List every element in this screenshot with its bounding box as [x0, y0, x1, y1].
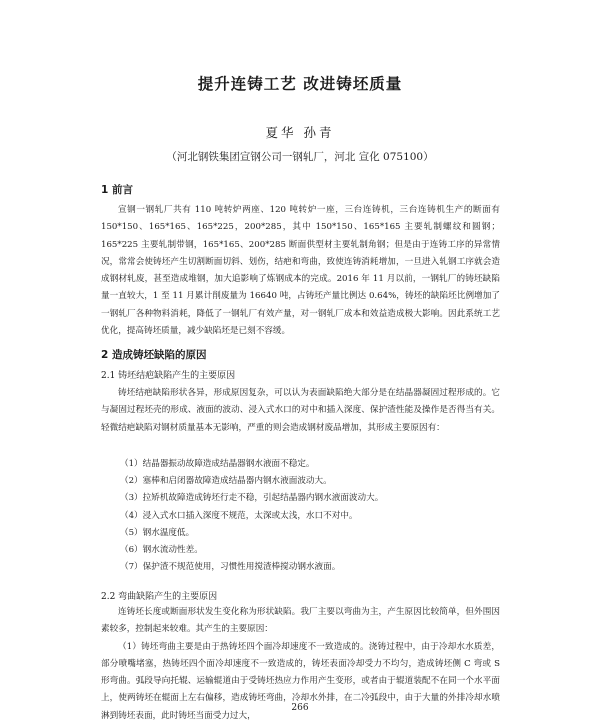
intro-text: 宣钢一钢轧厂共有 110 吨转炉两座、120 吨转炉一座，三台连铸机，三台连铸机生产的断面有 150*150、165*165、165*225，200*285，其中 150*150、165*165 主要轧制螺纹和圆钢；165*225 主要轧制带钢，165*165、200*285 断面供型材主要轧制角钢；但是由于连铸工序的异常情况，常常会使铸坯产生切割断面切斜、划伤，结疤和弯曲，致使连铸消耗增加，一旦进入轧钢工序就会造成钢材轧废，甚至造成堆钢，加大追影响了炼钢成本的完成。2016 年 11 月以前，一钢轧厂的铸坯缺陷量一直较大，1 至 11 月累计削废量为 16640 吨，占铸坯产量比例达 0.64%，铸坯的缺陷坯比例增加了一钢轧厂各种物料消耗，降低了一钢轧厂有效产量，对一钢轧厂成本和效益造成极大影响。因此系统工艺优化，提高铸坯质量，减少缺陷坯是已刻不容缓。	[101, 205, 500, 337]
list-item: （4）浸入式水口插入深度不规范，太深或太浅，水口不对中。	[120, 510, 358, 521]
list-item: （1）结晶器振动故障造成结晶器钢水液面不稳定。	[120, 459, 315, 469]
scar-text: 铸坯结疤缺陷形状各异，形成原因复杂，可以认为表面缺陷绝大部分是在结晶器凝固过程形成的。它与凝固过程坯壳的形成、液面的波动、浸入式水口的对中和插入深度、保护渣性能及操作是否得当有关。轻微结疤缺陷对钢材质量基本无影响，严重的则会造成钢材废品增加，其形成主要原因有：	[101, 388, 500, 433]
bending-text-1: 连铸坯长度或断面形状发生变化称为形状缺陷。我厂主要以弯曲为主，产生原因比较简单，但外围因素较多，控制起来较难。其产生的主要原因：	[101, 607, 500, 635]
paper-title: 提升连铸工艺 改进铸坯质量	[197, 75, 403, 93]
list-item: （7）保护渣不规范使用，习惯性用搅渣棒搅动钢水液面。	[120, 562, 341, 573]
list-item: （3）拉矫机故障造成铸坯行走不稳，引起结晶器内钢水液面波动大。	[120, 493, 384, 504]
affiliation: （河北钢铁集团宣钢公司一钢轧厂，河北 宣化 075100）	[166, 151, 434, 163]
page-number: 266	[291, 703, 309, 713]
subsection-heading-bending: 2.2 弯曲缺陷产生的主要原因	[101, 592, 218, 602]
scar-paragraph	[101, 385, 500, 437]
subsection-heading-scar: 2.1 铸坯结疤缺陷产生的主要原因	[101, 371, 236, 381]
list-item: （6）钢水流动性差。	[120, 545, 203, 556]
authors: 夏华 孙青	[265, 125, 335, 140]
bending-text-2: （1）铸坯弯曲主要是由于热铸坯四个面冷却速度不一致造成的。浇铸过程中，由于冷却水水质差，部分喷嘴堵塞，热铸坯四个面冷却速度不一致造成的，铸坯表面冷却受力不均匀，造成铸坯侧 C 弯或 S 形弯曲。弧段导向托辊、运输辊道由于受铸坯热应力作用产生变形，或者由于辊道装配不在同一个水平面上，使两铸坯在辊面上左右偏移，造成铸坯弯曲，冷却水外排，在二冷弧段中，由于大量的外排冷却水喷淋到铸坯表面，此时铸坯当面受力过大，	[101, 641, 500, 721]
section-heading-causes: 2 造成铸坯缺陷的原因	[101, 349, 207, 361]
list-item: （5）钢水温度低。	[120, 527, 195, 538]
scar-cause-list	[120, 456, 505, 576]
intro-paragraph	[101, 202, 500, 340]
section-heading-intro: 1 前言	[101, 184, 133, 196]
list-item: （2）塞棒和启闭器故障造成结晶器内钢水液面波动大。	[120, 476, 332, 487]
